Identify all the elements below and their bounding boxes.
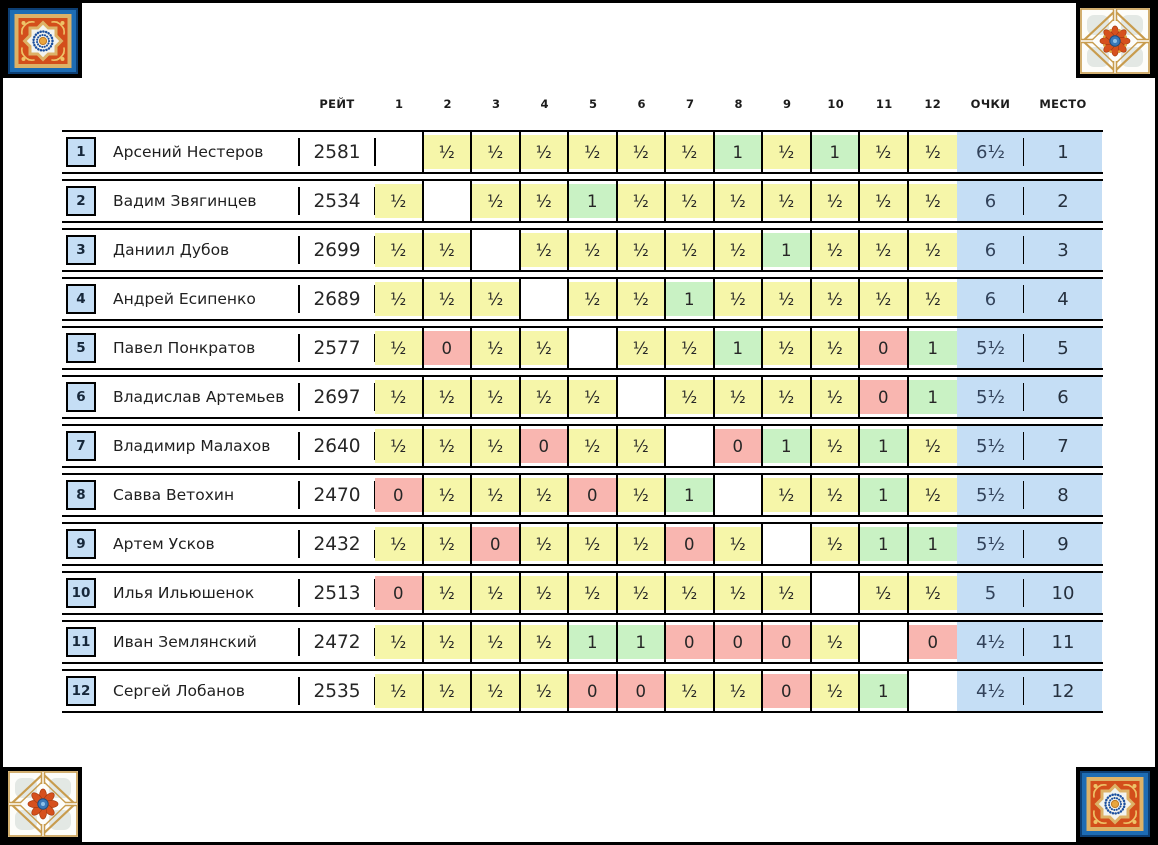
result-cell: 1 xyxy=(666,475,715,515)
result-cell: ½ xyxy=(472,328,521,368)
result-cell: ½ xyxy=(375,622,424,662)
place-cell: 2 xyxy=(1024,181,1102,221)
result-cell: ½ xyxy=(375,230,424,270)
player-name-cell xyxy=(62,573,299,613)
player-number-badge: 6 xyxy=(66,382,96,412)
result-cell: 0 xyxy=(375,573,424,613)
place-cell: 9 xyxy=(1024,524,1102,564)
flower-ornament-tile-icon xyxy=(1080,8,1150,74)
result-cell: ½ xyxy=(812,328,861,368)
player-rating: 2577 xyxy=(299,328,375,368)
result-cell: ½ xyxy=(569,377,618,417)
result-cell: ½ xyxy=(909,279,958,319)
result-cell: 0 xyxy=(860,328,909,368)
result-cell: ½ xyxy=(715,573,764,613)
result-cell: ½ xyxy=(472,475,521,515)
header-round-4: 4 xyxy=(540,97,549,111)
result-cell: 0 xyxy=(666,622,715,662)
result-cell xyxy=(666,426,715,466)
header-round-7: 7 xyxy=(686,97,695,111)
points-cell: 5½ xyxy=(957,475,1024,515)
result-cell xyxy=(860,622,909,662)
player-name-cell xyxy=(62,377,299,417)
header-rating-label: РЕЙТ xyxy=(319,97,355,111)
header-round-1: 1 xyxy=(395,97,404,111)
result-cell: ½ xyxy=(375,524,424,564)
result-cell: 0 xyxy=(424,328,473,368)
result-cell: ½ xyxy=(618,230,667,270)
result-cell: ½ xyxy=(375,377,424,417)
player-name-cell xyxy=(62,524,299,564)
player-rating: 2513 xyxy=(299,573,375,613)
result-cell: ½ xyxy=(521,230,570,270)
result-cell: ½ xyxy=(424,426,473,466)
points-cell: 6 xyxy=(957,230,1024,270)
player-name: Сергей Лобанов xyxy=(113,682,245,700)
player-name-cell xyxy=(62,279,299,319)
result-cell xyxy=(763,524,812,564)
points-cell: 5½ xyxy=(957,524,1024,564)
player-number-badge: 12 xyxy=(66,676,96,706)
player-number-badge: 1 xyxy=(66,137,96,167)
result-cell: 0 xyxy=(569,475,618,515)
result-cell: 1 xyxy=(666,279,715,319)
header-place-label: МЕСТО xyxy=(1039,97,1087,111)
result-cell: ½ xyxy=(618,524,667,564)
header-round-3: 3 xyxy=(492,97,501,111)
flower-ornament-tile-icon xyxy=(8,771,78,837)
result-cell: ½ xyxy=(521,181,570,221)
result-cell: ½ xyxy=(618,279,667,319)
result-cell: ½ xyxy=(375,181,424,221)
player-name-cell xyxy=(62,181,299,221)
result-cell: ½ xyxy=(424,622,473,662)
table-rows xyxy=(62,130,1103,713)
player-name: Илья Ильюшенок xyxy=(113,584,255,602)
player-name-cell xyxy=(62,475,299,515)
player-name: Вадим Звягинцев xyxy=(113,192,257,210)
player-name: Владислав Артемьев xyxy=(113,388,285,406)
points-cell: 5½ xyxy=(957,328,1024,368)
player-rating: 2432 xyxy=(299,524,375,564)
result-cell: ½ xyxy=(715,524,764,564)
result-cell: 1 xyxy=(715,328,764,368)
points-cell: 6 xyxy=(957,181,1024,221)
result-cell: ½ xyxy=(860,230,909,270)
result-cell: ½ xyxy=(909,573,958,613)
table-row xyxy=(62,522,1103,566)
result-cell: 0 xyxy=(715,426,764,466)
result-cell: ½ xyxy=(666,377,715,417)
result-cell: 1 xyxy=(618,622,667,662)
result-cell: ½ xyxy=(909,426,958,466)
result-cell: ½ xyxy=(618,573,667,613)
result-cell: 0 xyxy=(521,426,570,466)
table-row xyxy=(62,130,1103,174)
player-number-badge: 4 xyxy=(66,284,96,314)
result-cell: ½ xyxy=(618,181,667,221)
result-cell: ½ xyxy=(763,181,812,221)
points-cell: 4½ xyxy=(957,671,1024,711)
player-name-cell xyxy=(62,328,299,368)
result-cell: ½ xyxy=(521,671,570,711)
points-cell: 4½ xyxy=(957,622,1024,662)
header-round-9: 9 xyxy=(783,97,792,111)
result-cell: ½ xyxy=(763,328,812,368)
result-cell: ½ xyxy=(521,524,570,564)
player-number-badge: 5 xyxy=(66,333,96,363)
result-cell: ½ xyxy=(666,132,715,172)
place-cell: 12 xyxy=(1024,671,1102,711)
result-cell: 1 xyxy=(569,181,618,221)
result-cell: 1 xyxy=(909,377,958,417)
result-cell: 1 xyxy=(763,426,812,466)
result-cell: 1 xyxy=(812,132,861,172)
result-cell: ½ xyxy=(860,132,909,172)
result-cell: 0 xyxy=(909,622,958,662)
header-round-11: 11 xyxy=(875,97,893,111)
table-row xyxy=(62,228,1103,272)
player-rating: 2534 xyxy=(299,181,375,221)
result-cell: ½ xyxy=(666,230,715,270)
result-cell: ½ xyxy=(375,279,424,319)
player-name: Иван Землянский xyxy=(113,633,257,651)
result-cell: ½ xyxy=(763,279,812,319)
result-cell: ½ xyxy=(521,377,570,417)
result-cell: ½ xyxy=(521,573,570,613)
player-number-badge: 2 xyxy=(66,186,96,216)
corner-tile-bottom-left xyxy=(3,767,82,842)
result-cell: ½ xyxy=(375,426,424,466)
result-cell: ½ xyxy=(424,132,473,172)
result-cell: ½ xyxy=(472,426,521,466)
player-name-cell xyxy=(62,426,299,466)
result-cell: ½ xyxy=(424,230,473,270)
result-cell: 1 xyxy=(909,328,958,368)
player-name: Арсений Нестеров xyxy=(113,143,264,161)
result-cell xyxy=(375,132,424,172)
table-row xyxy=(62,375,1103,419)
player-rating: 2689 xyxy=(299,279,375,319)
place-cell: 6 xyxy=(1024,377,1102,417)
corner-tile-top-left xyxy=(3,3,82,78)
result-cell: 0 xyxy=(763,671,812,711)
result-cell: ½ xyxy=(424,573,473,613)
player-rating: 2699 xyxy=(299,230,375,270)
corner-tile-top-right xyxy=(1076,3,1155,78)
result-cell: 1 xyxy=(860,671,909,711)
result-cell: ½ xyxy=(715,671,764,711)
table-row xyxy=(62,277,1103,321)
player-name: Андрей Есипенко xyxy=(113,290,256,308)
points-cell: 6½ xyxy=(957,132,1024,172)
result-cell: ½ xyxy=(909,475,958,515)
header-round-10: 10 xyxy=(827,97,845,111)
table-row xyxy=(62,326,1103,370)
player-number-badge: 8 xyxy=(66,480,96,510)
result-cell: ½ xyxy=(618,132,667,172)
result-cell: ½ xyxy=(666,671,715,711)
player-rating: 2535 xyxy=(299,671,375,711)
result-cell: ½ xyxy=(618,426,667,466)
place-cell: 11 xyxy=(1024,622,1102,662)
player-number-badge: 11 xyxy=(66,627,96,657)
result-cell: ½ xyxy=(521,622,570,662)
header-round-5: 5 xyxy=(589,97,598,111)
points-cell: 6 xyxy=(957,279,1024,319)
result-cell: 0 xyxy=(860,377,909,417)
result-cell: ½ xyxy=(618,328,667,368)
player-number-badge: 9 xyxy=(66,529,96,559)
result-cell: ½ xyxy=(860,573,909,613)
result-cell xyxy=(812,573,861,613)
player-name: Артем Усков xyxy=(113,535,215,553)
result-cell: ½ xyxy=(812,181,861,221)
table-row xyxy=(62,179,1103,223)
result-cell: ½ xyxy=(618,475,667,515)
result-cell: ½ xyxy=(812,475,861,515)
result-cell: 1 xyxy=(860,524,909,564)
result-cell xyxy=(909,671,958,711)
result-cell: ½ xyxy=(763,573,812,613)
result-cell: 0 xyxy=(569,671,618,711)
star-ornament-tile-icon xyxy=(8,8,78,74)
player-name: Савва Ветохин xyxy=(113,486,235,504)
result-cell: ½ xyxy=(472,132,521,172)
result-cell: ½ xyxy=(569,426,618,466)
result-cell: ½ xyxy=(909,230,958,270)
result-cell: ½ xyxy=(812,622,861,662)
result-cell xyxy=(618,377,667,417)
result-cell: ½ xyxy=(763,132,812,172)
player-rating: 2470 xyxy=(299,475,375,515)
result-cell: ½ xyxy=(521,132,570,172)
header-row xyxy=(62,91,1103,117)
table-row xyxy=(62,473,1103,517)
player-rating: 2581 xyxy=(299,132,375,172)
result-cell: 0 xyxy=(763,622,812,662)
result-cell: 1 xyxy=(569,622,618,662)
result-cell: ½ xyxy=(569,524,618,564)
result-cell: ½ xyxy=(666,573,715,613)
result-cell: 0 xyxy=(472,524,521,564)
corner-tile-bottom-right xyxy=(1076,767,1155,842)
player-number-badge: 10 xyxy=(66,578,96,608)
result-cell: 1 xyxy=(715,132,764,172)
player-rating: 2472 xyxy=(299,622,375,662)
result-cell xyxy=(569,328,618,368)
result-cell: ½ xyxy=(812,671,861,711)
place-cell: 1 xyxy=(1024,132,1102,172)
result-cell: ½ xyxy=(472,671,521,711)
player-name: Владимир Малахов xyxy=(113,437,271,455)
result-cell: ½ xyxy=(909,132,958,172)
header-points-label: ОЧКИ xyxy=(970,97,1011,111)
result-cell: 1 xyxy=(860,426,909,466)
star-ornament-tile-icon xyxy=(1080,771,1150,837)
result-cell: ½ xyxy=(715,230,764,270)
result-cell: 1 xyxy=(763,230,812,270)
result-cell: ½ xyxy=(812,279,861,319)
result-cell: 1 xyxy=(909,524,958,564)
place-cell: 5 xyxy=(1024,328,1102,368)
result-cell: ½ xyxy=(375,671,424,711)
player-name-cell xyxy=(62,132,299,172)
result-cell: ½ xyxy=(715,279,764,319)
player-number-badge: 3 xyxy=(66,235,96,265)
result-cell: ½ xyxy=(569,573,618,613)
result-cell xyxy=(715,475,764,515)
result-cell: ½ xyxy=(424,671,473,711)
points-cell: 5 xyxy=(957,573,1024,613)
player-rating: 2697 xyxy=(299,377,375,417)
result-cell xyxy=(472,230,521,270)
result-cell: ½ xyxy=(666,181,715,221)
result-cell: ½ xyxy=(424,524,473,564)
result-cell: ½ xyxy=(424,475,473,515)
result-cell xyxy=(521,279,570,319)
place-cell: 4 xyxy=(1024,279,1102,319)
header-round-6: 6 xyxy=(637,97,646,111)
place-cell: 8 xyxy=(1024,475,1102,515)
result-cell: ½ xyxy=(472,181,521,221)
result-cell: ½ xyxy=(424,377,473,417)
header-round-2: 2 xyxy=(443,97,452,111)
result-cell: ½ xyxy=(763,475,812,515)
place-cell: 7 xyxy=(1024,426,1102,466)
player-number-badge: 7 xyxy=(66,431,96,461)
result-cell: ½ xyxy=(472,573,521,613)
result-cell: 0 xyxy=(375,475,424,515)
result-cell: 0 xyxy=(618,671,667,711)
player-name-cell xyxy=(62,230,299,270)
result-cell: ½ xyxy=(521,475,570,515)
crosstable xyxy=(62,91,1103,718)
result-cell: 0 xyxy=(715,622,764,662)
result-cell xyxy=(424,181,473,221)
table-row xyxy=(62,669,1103,713)
result-cell: ½ xyxy=(375,328,424,368)
player-name-cell xyxy=(62,671,299,711)
result-cell: ½ xyxy=(521,328,570,368)
place-cell: 3 xyxy=(1024,230,1102,270)
result-cell: ½ xyxy=(569,230,618,270)
points-cell: 5½ xyxy=(957,377,1024,417)
result-cell: ½ xyxy=(909,181,958,221)
header-round-12: 12 xyxy=(924,97,942,111)
result-cell: 1 xyxy=(860,475,909,515)
result-cell: ½ xyxy=(715,377,764,417)
result-cell: ½ xyxy=(812,524,861,564)
result-cell: ½ xyxy=(763,377,812,417)
player-name: Даниил Дубов xyxy=(113,241,230,259)
result-cell: 0 xyxy=(666,524,715,564)
table-row xyxy=(62,424,1103,468)
table-row xyxy=(62,620,1103,664)
result-cell: ½ xyxy=(472,377,521,417)
result-cell: ½ xyxy=(812,377,861,417)
place-cell: 10 xyxy=(1024,573,1102,613)
header-round-8: 8 xyxy=(734,97,743,111)
player-name-cell xyxy=(62,622,299,662)
player-rating: 2640 xyxy=(299,426,375,466)
result-cell: ½ xyxy=(812,426,861,466)
result-cell: ½ xyxy=(860,181,909,221)
result-cell: ½ xyxy=(666,328,715,368)
result-cell: ½ xyxy=(569,132,618,172)
result-cell: ½ xyxy=(812,230,861,270)
result-cell: ½ xyxy=(860,279,909,319)
player-name: Павел Понкратов xyxy=(113,339,256,357)
result-cell: ½ xyxy=(424,279,473,319)
result-cell: ½ xyxy=(569,279,618,319)
points-cell: 5½ xyxy=(957,426,1024,466)
result-cell: ½ xyxy=(472,279,521,319)
result-cell: ½ xyxy=(472,622,521,662)
table-row xyxy=(62,571,1103,615)
result-cell: ½ xyxy=(715,181,764,221)
